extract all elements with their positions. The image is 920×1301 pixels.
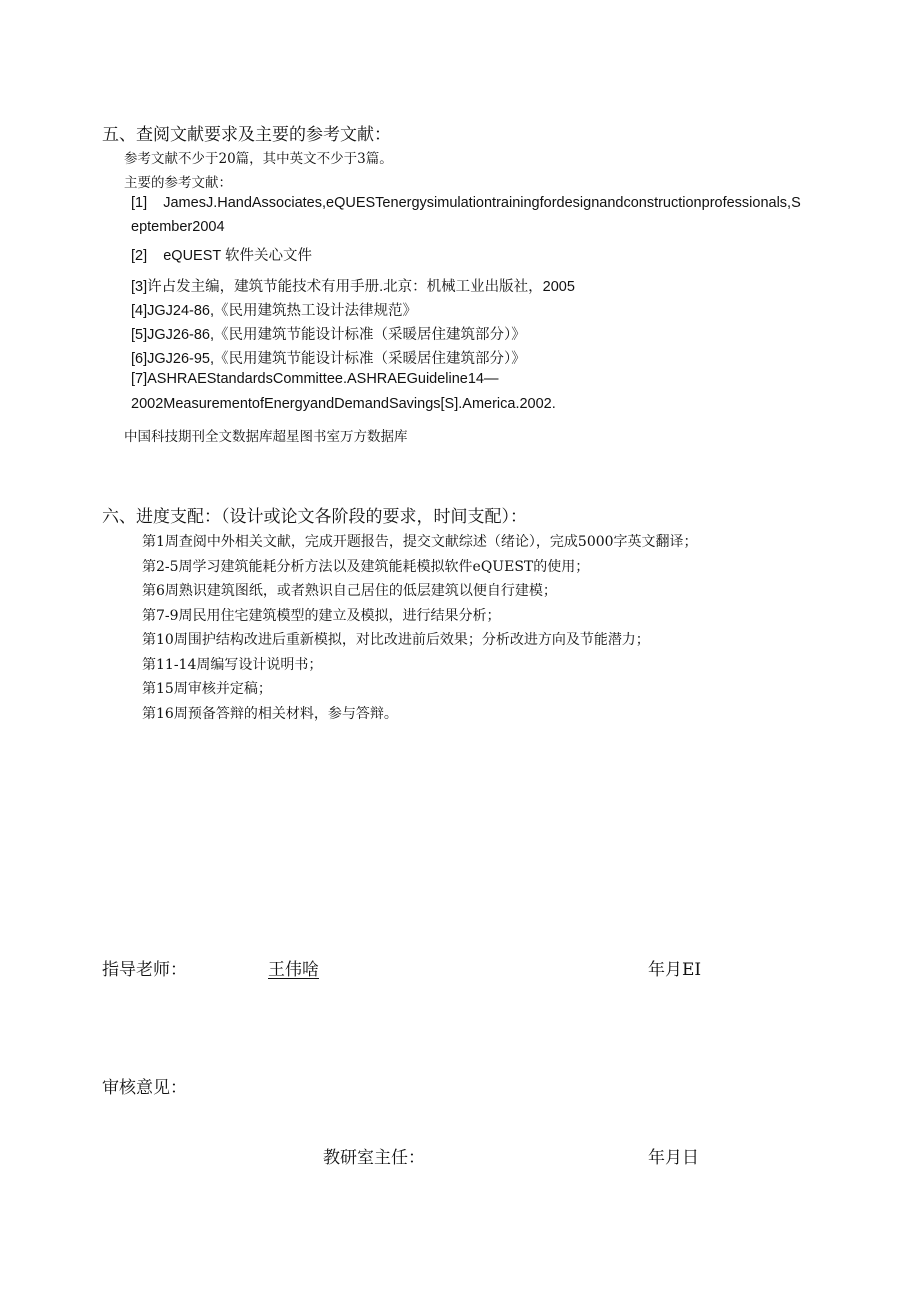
reference-count-requirement: 参考文献不少于20篇，其中英文不少于3篇。 [124,151,393,167]
reference-item: [3]许占发主编，建筑节能技术有用手册.北京：机械工业出版社，2005 [131,279,575,295]
main-references-label: 主要的参考文献： [124,175,232,191]
reference-item-continued: 2002MeasurementofEnergyandDemandSavings[S].America.2002. [131,396,556,412]
schedule-item: 第11-14周编写设计说明书； [142,657,323,673]
advisor-date: 年月EI [648,960,702,980]
reference-item: [1] JamesJ.HandAssociates,eQUESTenergysimulationtrainingfordesignandconstructionprofessionals,S [131,195,801,211]
section5-heading: 五、查阅文献要求及主要的参考文献： [102,125,391,145]
schedule-item: 第16周预备答辩的相关材料，参与答辩。 [142,706,398,722]
director-label: 教研室主任： [323,1148,425,1168]
reference-item: [7]ASHRAEStandardsCommittee.ASHRAEGuideline14— [131,371,499,387]
reference-item: [6]JGJ26-95,《民用建筑节能设计标准（采暖居住建筑部分）》 [131,351,526,367]
reference-item: [5]JGJ26-86,《民用建筑节能设计标准（采暖居住建筑部分）》 [131,327,526,343]
schedule-item: 第1周查阅中外相关文献，完成开题报告，提交文献综述（绪论），完成5000字英文翻译； [142,534,698,550]
reference-item: [2] eQUEST 软件关心文件 [131,248,313,264]
director-date: 年月日 [648,1148,699,1168]
review-opinion-label: 审核意见： [102,1078,187,1098]
advisor-name: 王伟啥 [268,960,319,980]
reference-item-continued: eptember2004 [131,219,225,235]
section6-heading: 六、进度支配：（设计或论文各阶段的要求，时间支配）： [102,507,527,527]
schedule-item: 第6周熟识建筑图纸，或者熟识自己居住的低层建筑以便自行建模； [142,583,557,599]
schedule-item: 第15周审核并定稿； [142,681,272,697]
advisor-label: 指导老师： [102,960,187,980]
databases-line: 中国科技期刊全文数据库超星图书室万方数据库 [124,429,408,445]
schedule-item: 第10周围护结构改进后重新模拟，对比改进前后效果；分析改进方向及节能潜力； [142,632,650,648]
reference-item: [4]JGJ24-86,《民用建筑热工设计法律规范》 [131,303,418,319]
schedule-item: 第2-5周学习建筑能耗分析方法以及建筑能耗模拟软件eQUEST的使用； [142,559,590,575]
schedule-item: 第7-9周民用住宅建筑模型的建立及模拟，进行结果分析； [142,608,501,624]
